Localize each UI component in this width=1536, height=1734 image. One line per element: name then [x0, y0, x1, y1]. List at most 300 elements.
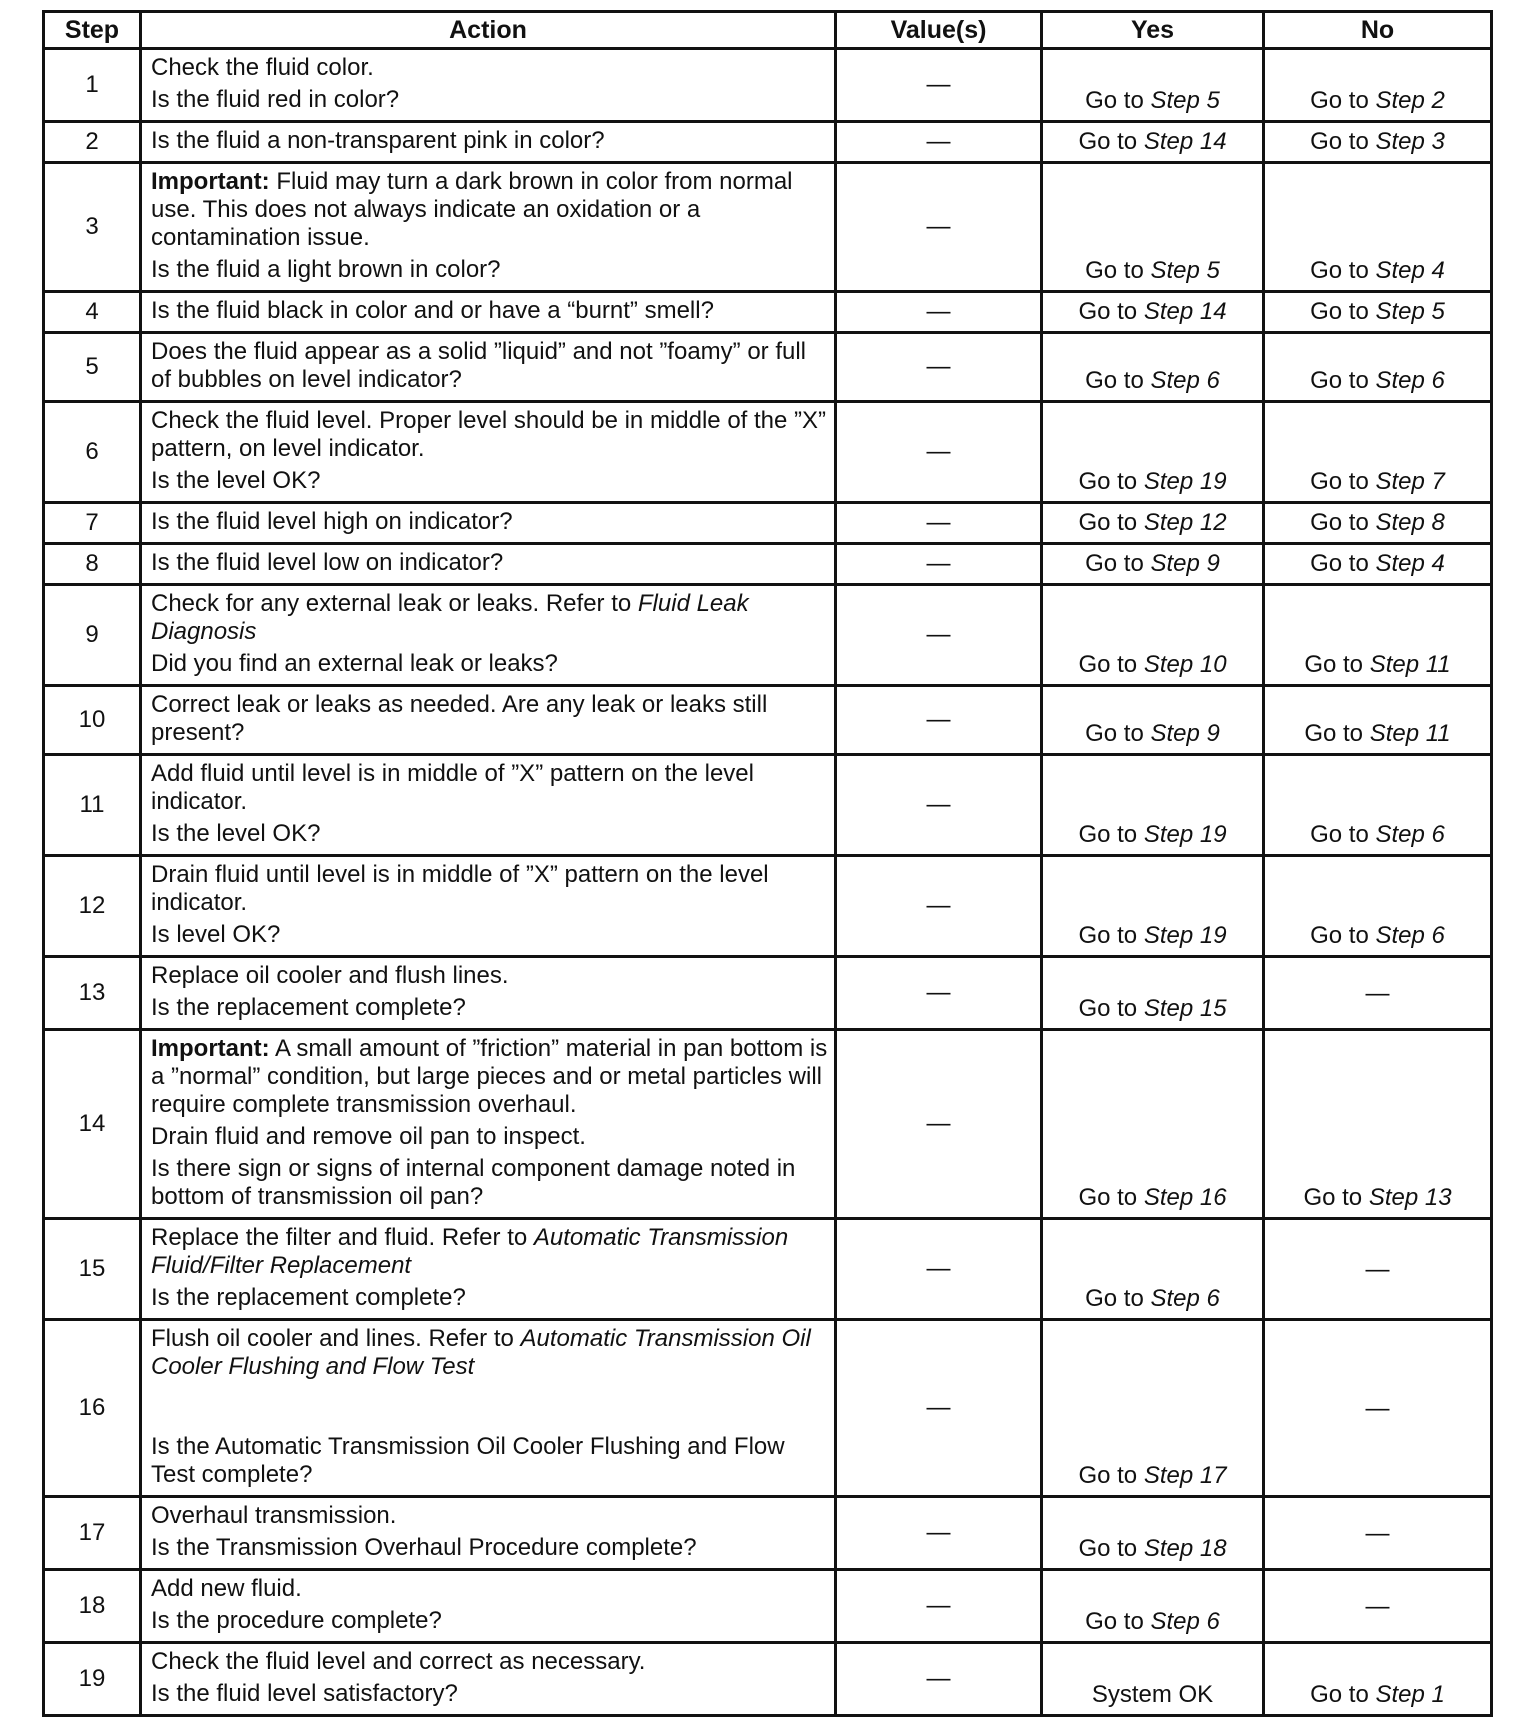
- yes-result: [1078, 1184, 1226, 1211]
- action-cell: [141, 544, 836, 585]
- step-number: 18: [44, 1570, 141, 1643]
- value-cell: —: [836, 292, 1042, 333]
- action-cell: [141, 1497, 836, 1570]
- step-number: 8: [44, 544, 141, 585]
- action-paragraph: [151, 549, 828, 577]
- yes-cell: [1042, 1030, 1264, 1219]
- action-paragraph: [151, 691, 828, 747]
- action-cell: [141, 1030, 836, 1219]
- yes-prefix: Go to: [1085, 1285, 1151, 1312]
- header-row: [44, 12, 1492, 49]
- no-result: [1310, 922, 1445, 949]
- no-result: [1366, 1593, 1390, 1620]
- action-paragraph: [151, 590, 828, 646]
- action-text: Check the fluid color.: [151, 54, 374, 81]
- value-cell: —: [836, 1643, 1042, 1716]
- action-text: Is the procedure complete?: [151, 1607, 442, 1634]
- step-number: 19: [44, 1643, 141, 1716]
- action-paragraph: [151, 338, 828, 394]
- no-prefix: Go to: [1310, 367, 1376, 394]
- value-cell: —: [836, 163, 1042, 292]
- action-paragraph: [151, 820, 828, 848]
- action-text: Check the fluid level and correct as necessary.: [151, 1648, 646, 1675]
- action-paragraph: [151, 650, 828, 678]
- yes-prefix: Go to: [1078, 922, 1144, 949]
- table-row: [44, 292, 1492, 333]
- no-result: [1366, 1256, 1390, 1283]
- yes-result: [1085, 87, 1220, 114]
- yes-result: [1092, 1681, 1213, 1708]
- yes-cell: [1042, 402, 1264, 503]
- action-paragraph: [151, 127, 828, 155]
- yes-result: [1078, 1535, 1226, 1562]
- table-row: [44, 1643, 1492, 1716]
- no-cell: [1264, 122, 1492, 163]
- no-result: [1304, 720, 1450, 747]
- yes-cell: [1042, 333, 1264, 402]
- step-number: 9: [44, 585, 141, 686]
- value-cell: —: [836, 957, 1042, 1030]
- value-cell: —: [836, 1497, 1042, 1570]
- no-cell: [1264, 1030, 1492, 1219]
- yes-step-ref: Step 17: [1143, 1462, 1227, 1489]
- no-prefix: Go to: [1310, 468, 1376, 495]
- action-paragraph: [151, 1433, 828, 1489]
- no-result: [1310, 821, 1445, 848]
- no-cell: [1264, 333, 1492, 402]
- no-result: [1366, 1520, 1390, 1547]
- action-text: Is the Transmission Overhaul Procedure complete?: [151, 1534, 697, 1561]
- header-no: No: [1264, 12, 1492, 49]
- action-text: Is the fluid red in color?: [151, 86, 400, 113]
- yes-step-ref: Step 6: [1150, 1608, 1220, 1635]
- action-text: Is the level OK?: [151, 820, 321, 847]
- action-cell: [141, 49, 836, 122]
- table-row: [44, 585, 1492, 686]
- action-text: Drain fluid until level is in middle of ”X” pattern on the level indicator.: [151, 861, 769, 916]
- action-text: Is the fluid level satisfactory?: [151, 1680, 458, 1707]
- action-paragraph: [151, 86, 828, 114]
- value-cell: —: [836, 122, 1042, 163]
- action-text: Is the level OK?: [151, 467, 321, 494]
- header-step: Step: [44, 12, 141, 49]
- reference-link-text: Fluid Leak Diagnosis: [151, 590, 749, 645]
- yes-cell: [1042, 1570, 1264, 1643]
- action-text: Drain fluid and remove oil pan to inspect.: [151, 1123, 586, 1150]
- yes-prefix: Go to: [1085, 87, 1151, 114]
- yes-result: [1085, 1285, 1220, 1312]
- value-cell: —: [836, 686, 1042, 755]
- action-paragraph: [151, 168, 828, 252]
- step-number: 2: [44, 122, 141, 163]
- action-text: Flush oil cooler and lines. Refer to: [151, 1325, 521, 1352]
- action-paragraph: [151, 508, 828, 536]
- header-values: Value(s): [836, 12, 1042, 49]
- no-result: [1303, 1184, 1451, 1211]
- no-step-ref: Step 6: [1375, 922, 1445, 949]
- action-paragraph: [151, 1607, 828, 1635]
- action-paragraph: [151, 1502, 828, 1530]
- yes-cell: [1042, 503, 1264, 544]
- no-result: [1366, 980, 1390, 1007]
- no-result: [1310, 1681, 1445, 1708]
- yes-step-ref: Step 18: [1143, 1535, 1227, 1562]
- table-row: [44, 49, 1492, 122]
- yes-prefix: Go to: [1078, 298, 1144, 325]
- yes-cell: [1042, 856, 1264, 957]
- action-paragraph: [151, 1155, 828, 1211]
- no-result: [1310, 509, 1445, 536]
- no-prefix: —: [1365, 979, 1390, 1007]
- yes-result: [1078, 298, 1226, 325]
- action-paragraph: [151, 921, 828, 949]
- yes-step-ref: Step 16: [1143, 1184, 1227, 1211]
- action-text: Is the Automatic Transmission Oil Cooler Flushing and Flow Test complete?: [151, 1433, 785, 1488]
- yes-step-ref: Step 5: [1150, 87, 1220, 114]
- action-text: Replace oil cooler and flush lines.: [151, 962, 509, 989]
- no-cell: [1264, 585, 1492, 686]
- action-text: Is the fluid black in color and or have a “burnt” smell?: [151, 297, 714, 324]
- important-label: Important:: [151, 1035, 270, 1062]
- yes-cell: [1042, 1497, 1264, 1570]
- action-paragraph: [151, 407, 828, 463]
- action-text: Check for any external leak or leaks. Refer to: [151, 590, 638, 617]
- yes-step-ref: Step 19: [1143, 468, 1227, 495]
- no-prefix: Go to: [1310, 509, 1376, 536]
- action-text: Is the fluid a light brown in color?: [151, 256, 501, 283]
- yes-prefix: Go to: [1078, 821, 1144, 848]
- yes-step-ref: Step 9: [1150, 720, 1220, 747]
- step-number: 16: [44, 1320, 141, 1497]
- action-text: Is there sign or signs of internal component damage noted in bottom of transmission oil pan?: [151, 1155, 796, 1210]
- value-cell: —: [836, 503, 1042, 544]
- action-cell: [141, 503, 836, 544]
- table-row: [44, 163, 1492, 292]
- yes-prefix: Go to: [1078, 995, 1144, 1022]
- no-result: [1310, 87, 1445, 114]
- no-cell: [1264, 49, 1492, 122]
- action-text: Is level OK?: [151, 921, 281, 948]
- no-cell: [1264, 1497, 1492, 1570]
- no-step-ref: Step 6: [1375, 821, 1445, 848]
- value-cell: —: [836, 1320, 1042, 1497]
- no-step-ref: Step 4: [1375, 257, 1445, 284]
- no-prefix: Go to: [1304, 720, 1370, 747]
- yes-prefix: Go to: [1085, 367, 1151, 394]
- value-cell: —: [836, 402, 1042, 503]
- value-cell: —: [836, 755, 1042, 856]
- action-paragraph: [151, 1680, 828, 1708]
- value-cell: —: [836, 1030, 1042, 1219]
- step-number: 1: [44, 49, 141, 122]
- yes-result: [1078, 922, 1226, 949]
- header-action: Action: [141, 12, 836, 49]
- yes-cell: [1042, 585, 1264, 686]
- yes-step-ref: Step 14: [1143, 298, 1227, 325]
- no-cell: [1264, 755, 1492, 856]
- action-cell: [141, 755, 836, 856]
- action-cell: [141, 1320, 836, 1497]
- no-prefix: —: [1365, 1519, 1390, 1547]
- yes-result: [1078, 128, 1226, 155]
- action-text: Check the fluid level. Proper level should be in middle of the ”X” pattern, on level indicator.: [151, 407, 827, 462]
- yes-cell: [1042, 292, 1264, 333]
- yes-step-ref: Step 14: [1143, 128, 1227, 155]
- action-paragraph: [151, 54, 828, 82]
- action-cell: [141, 686, 836, 755]
- yes-result: [1085, 367, 1220, 394]
- action-paragraph: [151, 1123, 828, 1151]
- no-prefix: Go to: [1310, 1681, 1376, 1708]
- yes-result: [1078, 995, 1226, 1022]
- no-step-ref: Step 5: [1375, 298, 1445, 325]
- no-cell: [1264, 163, 1492, 292]
- yes-cell: [1042, 686, 1264, 755]
- no-prefix: Go to: [1310, 922, 1376, 949]
- yes-cell: [1042, 1320, 1264, 1497]
- no-cell: [1264, 856, 1492, 957]
- no-step-ref: Step 1: [1375, 1681, 1445, 1708]
- yes-step-ref: Step 6: [1150, 367, 1220, 394]
- table-row: [44, 503, 1492, 544]
- no-step-ref: Step 8: [1375, 509, 1445, 536]
- action-text: Does the fluid appear as a solid ”liquid” and not ”foamy” or full of bubbles on level indicator?: [151, 338, 807, 393]
- step-number: 17: [44, 1497, 141, 1570]
- yes-step-ref: Step 19: [1143, 922, 1227, 949]
- step-number: 15: [44, 1219, 141, 1320]
- yes-cell: [1042, 163, 1264, 292]
- action-paragraph: [151, 1035, 828, 1119]
- table-row: [44, 402, 1492, 503]
- no-result: [1310, 298, 1445, 325]
- yes-result: [1085, 550, 1220, 577]
- yes-prefix: Go to: [1078, 651, 1144, 678]
- no-prefix: —: [1365, 1592, 1390, 1620]
- action-cell: [141, 333, 836, 402]
- value-cell: —: [836, 49, 1042, 122]
- action-paragraph: [151, 256, 828, 284]
- no-result: [1310, 367, 1445, 394]
- action-cell: [141, 585, 836, 686]
- value-cell: —: [836, 1219, 1042, 1320]
- yes-result: [1085, 257, 1220, 284]
- yes-step-ref: Step 10: [1143, 651, 1227, 678]
- no-result: [1310, 468, 1445, 495]
- diagnostic-table: [42, 10, 1493, 1717]
- yes-step-ref: Step 5: [1150, 257, 1220, 284]
- no-result: [1310, 550, 1445, 577]
- action-text: Replace the filter and fluid. Refer to: [151, 1224, 534, 1251]
- table-row: [44, 122, 1492, 163]
- table-row: [44, 1570, 1492, 1643]
- action-paragraph: [151, 962, 828, 990]
- yes-result: [1078, 651, 1226, 678]
- step-number: 6: [44, 402, 141, 503]
- action-cell: [141, 1570, 836, 1643]
- yes-result: [1078, 821, 1226, 848]
- yes-cell: [1042, 1643, 1264, 1716]
- yes-prefix: Go to: [1085, 257, 1151, 284]
- action-cell: [141, 122, 836, 163]
- action-text: Add new fluid.: [151, 1575, 302, 1602]
- value-cell: —: [836, 544, 1042, 585]
- action-text: Is the fluid level low on indicator?: [151, 549, 504, 576]
- step-number: 5: [44, 333, 141, 402]
- no-result: [1310, 128, 1445, 155]
- action-cell: [141, 957, 836, 1030]
- table-row: [44, 333, 1492, 402]
- table-row: [44, 856, 1492, 957]
- step-number: 3: [44, 163, 141, 292]
- important-label: Important:: [151, 168, 270, 195]
- action-cell: [141, 856, 836, 957]
- value-cell: —: [836, 333, 1042, 402]
- no-cell: [1264, 503, 1492, 544]
- action-text: Is the replacement complete?: [151, 1284, 466, 1311]
- yes-cell: [1042, 1219, 1264, 1320]
- table-row: [44, 1030, 1492, 1219]
- step-number: 14: [44, 1030, 141, 1219]
- yes-prefix: Go to: [1078, 128, 1144, 155]
- action-paragraph: [151, 760, 828, 816]
- action-text: Fluid may turn a dark brown in color from normal use. This does not always indicate an oxidation or a contamination issue.: [151, 168, 793, 251]
- no-step-ref: Step 11: [1369, 651, 1451, 678]
- yes-result: [1085, 720, 1220, 747]
- no-result: [1310, 257, 1445, 284]
- yes-cell: [1042, 544, 1264, 585]
- no-step-ref: Step 6: [1375, 367, 1445, 394]
- no-prefix: Go to: [1303, 1184, 1369, 1211]
- action-text: Is the fluid level high on indicator?: [151, 508, 513, 535]
- table-row: [44, 1497, 1492, 1570]
- no-result: [1304, 651, 1450, 678]
- yes-cell: [1042, 122, 1264, 163]
- step-number: 11: [44, 755, 141, 856]
- reference-link-text: Automatic Transmission Fluid/Filter Replacement: [151, 1224, 789, 1279]
- no-prefix: Go to: [1310, 821, 1376, 848]
- action-cell: [141, 402, 836, 503]
- no-cell: [1264, 1320, 1492, 1497]
- action-paragraph: [151, 297, 828, 325]
- no-cell: [1264, 1643, 1492, 1716]
- action-text: Is the fluid a non-transparent pink in color?: [151, 127, 605, 154]
- yes-step-ref: Step 6: [1150, 1285, 1220, 1312]
- no-step-ref: Step 11: [1369, 720, 1451, 747]
- yes-result: [1078, 1462, 1226, 1489]
- no-cell: [1264, 1219, 1492, 1320]
- no-prefix: Go to: [1310, 550, 1376, 577]
- no-cell: [1264, 544, 1492, 585]
- no-prefix: Go to: [1310, 298, 1376, 325]
- no-prefix: —: [1365, 1394, 1390, 1422]
- table-row: [44, 957, 1492, 1030]
- no-cell: [1264, 686, 1492, 755]
- action-text: Overhaul transmission.: [151, 1502, 397, 1529]
- step-number: 10: [44, 686, 141, 755]
- yes-result: [1078, 509, 1226, 536]
- yes-cell: [1042, 755, 1264, 856]
- no-step-ref: Step 2: [1375, 87, 1445, 114]
- step-number: 13: [44, 957, 141, 1030]
- no-step-ref: Step 3: [1375, 128, 1445, 155]
- action-cell: [141, 1643, 836, 1716]
- action-text: Add fluid until level is in middle of ”X” pattern on the level indicator.: [151, 760, 754, 815]
- action-text: Is the replacement complete?: [151, 994, 466, 1021]
- step-number: 12: [44, 856, 141, 957]
- yes-step-ref: Step 12: [1143, 509, 1227, 536]
- no-cell: [1264, 1570, 1492, 1643]
- no-step-ref: Step 7: [1375, 468, 1445, 495]
- table-row: [44, 544, 1492, 585]
- yes-cell: [1042, 957, 1264, 1030]
- reference-link-text: Automatic Transmission Oil Cooler Flushing and Flow Test: [151, 1325, 811, 1380]
- table-body: [44, 49, 1492, 1716]
- action-paragraph: [151, 1224, 828, 1280]
- step-number: 7: [44, 503, 141, 544]
- no-step-ref: Step 4: [1375, 550, 1445, 577]
- action-cell: [141, 163, 836, 292]
- header-yes: Yes: [1042, 12, 1264, 49]
- yes-cell: [1042, 49, 1264, 122]
- action-text: A small amount of ”friction” material in pan bottom is a ”normal” condition, but large pieces and or metal particles will require complete transmission overhaul.: [151, 1035, 828, 1118]
- yes-prefix: Go to: [1085, 1608, 1151, 1635]
- yes-prefix: Go to: [1078, 468, 1144, 495]
- action-text: Correct leak or leaks as needed. Are any leak or leaks still present?: [151, 691, 768, 746]
- yes-result: [1078, 468, 1226, 495]
- yes-prefix: Go to: [1078, 509, 1144, 536]
- no-step-ref: Step 13: [1368, 1184, 1452, 1211]
- no-prefix: Go to: [1304, 651, 1370, 678]
- yes-prefix: Go to: [1085, 720, 1151, 747]
- table-row: [44, 755, 1492, 856]
- yes-result: [1085, 1608, 1220, 1635]
- value-cell: —: [836, 1570, 1042, 1643]
- action-cell: [141, 1219, 836, 1320]
- action-text: Did you find an external leak or leaks?: [151, 650, 558, 677]
- step-number: 4: [44, 292, 141, 333]
- no-result: [1366, 1395, 1390, 1422]
- yes-prefix: Go to: [1085, 550, 1151, 577]
- action-paragraph: [151, 467, 828, 495]
- yes-step-ref: Step 9: [1150, 550, 1220, 577]
- value-cell: —: [836, 585, 1042, 686]
- action-paragraph: [151, 1325, 828, 1381]
- action-paragraph: [151, 1575, 828, 1603]
- yes-prefix: Go to: [1078, 1535, 1144, 1562]
- action-paragraph: [151, 1284, 828, 1312]
- action-paragraph: [151, 1648, 828, 1676]
- no-prefix: Go to: [1310, 257, 1376, 284]
- no-prefix: —: [1365, 1255, 1390, 1283]
- yes-step-ref: Step 19: [1143, 821, 1227, 848]
- yes-prefix: System OK: [1091, 1681, 1214, 1708]
- table-row: [44, 1219, 1492, 1320]
- value-cell: —: [836, 856, 1042, 957]
- action-cell: [141, 292, 836, 333]
- no-prefix: Go to: [1310, 128, 1376, 155]
- yes-step-ref: Step 15: [1143, 995, 1227, 1022]
- no-prefix: Go to: [1310, 87, 1376, 114]
- table-row: [44, 686, 1492, 755]
- table-row: [44, 1320, 1492, 1497]
- yes-prefix: Go to: [1078, 1184, 1144, 1211]
- yes-prefix: Go to: [1078, 1462, 1144, 1489]
- action-paragraph: [151, 1534, 828, 1562]
- no-cell: [1264, 957, 1492, 1030]
- action-paragraph: [151, 994, 828, 1022]
- action-paragraph: [151, 861, 828, 917]
- no-cell: [1264, 292, 1492, 333]
